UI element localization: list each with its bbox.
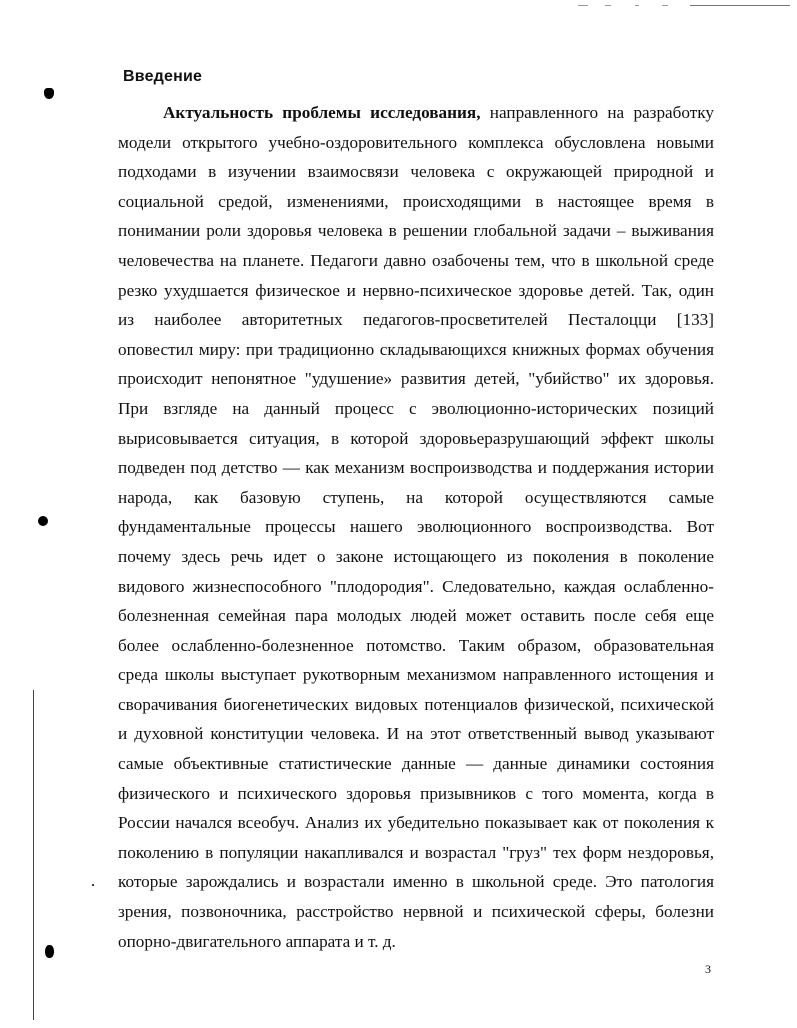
section-heading: Введение [123,68,203,85]
body-paragraph [118,98,714,956]
text-line: опорно-двигательного аппарата и т. д. [118,931,396,951]
text-line: и духовной конституции человека. И на этот ответственный вывод указывают [118,724,714,744]
punch-hole-mark [44,88,54,99]
text-line: резко ухудшается физическое и нервно-психическое здоровье детей. Так, один [118,280,714,300]
text-line: понимании роли здоровья человека в решении глобальной задачи – выживания [118,221,714,241]
text-line: вырисовывается ситуация, в которой здоровьеразрушающий эффект школы [118,428,714,448]
scan-artifact-mark [635,5,639,6]
lead-bold-phrase: Актуальность проблемы исследования, [163,103,481,122]
text-line: поколению в популяции накапливался и возрастал "груз" тех форм нездоровья, [118,842,714,862]
text-line: более ослабленно-болезненное потомство. Таким образом, образовательная [118,635,714,655]
text-line: России начался всеобуч. Анализ их убедительно показывает как от поколения к [118,813,714,833]
text-line: народа, как базовую ступень, на которой осуществляются самые [118,487,714,507]
text-line: из наиболее авторитетных педагогов-просветителей Песталоцци [133] [118,310,714,330]
text-line: почему здесь речь идет о законе истощающего из поколения в поколение [118,546,714,566]
text-line: зрения, позвоночника, расстройство нервной и психической сферы, болезни [118,902,714,922]
text-line: фундаментальные процессы нашего эволюционного воспроизводства. Вот [118,517,714,537]
text-line: человечества на планете. Педагоги давно озабочены тем, что в школьной среде [118,250,714,270]
text-line: среда школы выступает рукотворным механизмом направленного истощения и [118,665,714,685]
text-line: Актуальность проблемы исследования, направленного на разработку [163,103,714,122]
scan-artifact-mark [662,5,668,6]
scan-artifact-mark [605,5,611,6]
scan-dot [92,884,94,886]
punch-hole-mark [45,945,54,958]
punch-hole-mark [38,516,48,526]
text-line: подходами в изучении взаимосвязи человека с окружающей природной и [118,162,714,182]
text-line: болезненная семейная пара молодых людей может оставить после себя еще [118,606,714,626]
text-line: самые объективные статистические данные — данные динамики состояния [118,754,714,774]
text-line: физического и психического здоровья призывников с того момента, когда в [118,783,714,803]
text-line: оповестил миру: при традиционно складывающихся книжных формах обучения [118,339,714,359]
text-line: модели открытого учебно-оздоровительного комплекса обусловлена новыми [118,132,714,152]
text-line: социальной средой, изменениями, происходящими в настоящее время в [118,191,714,211]
scan-margin-line [33,690,34,1020]
scan-artifact-mark [690,5,790,6]
scan-artifact-mark [578,5,588,6]
text-line: которые зарождались и возрастали именно в школьной среде. Это патология [118,872,714,892]
text-line: подведен под детство — как механизм воспроизводства и поддержания истории [118,458,714,478]
text-line: При взгляде на данный процесс с эволюционно-исторических позиций [118,398,714,418]
text-line: сворачивания биогенетических видовых потенциалов физической, психической [118,694,714,714]
text-line: видового жизнеспособного "плодородия". Следовательно, каждая ослабленно- [118,576,714,596]
page-number: 3 [705,962,711,976]
text-line: происходит непонятное "удушение» развития детей, "убийство" их здоровья. [118,369,714,389]
